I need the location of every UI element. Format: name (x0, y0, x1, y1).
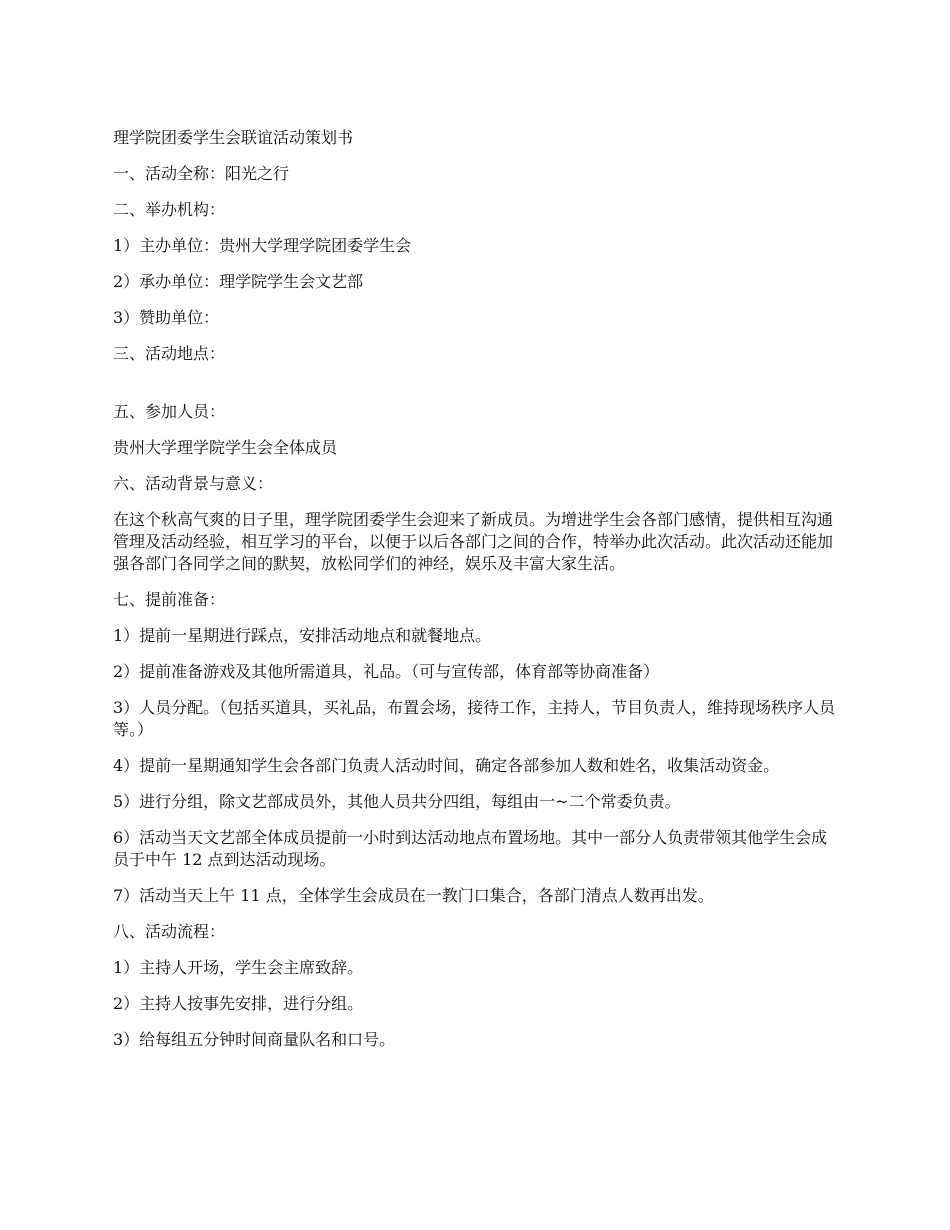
document-body (113, 127, 838, 1065)
paragraph: 4）提前一星期通知学生会各部门负责人活动时间，确定各部参加人数和姓名，收集活动资金。 (113, 756, 780, 775)
paragraph: 2）提前准备游戏及其他所需道具，礼品。（可与宣传部，体育部等协商准备） (113, 662, 660, 681)
paragraph: 6）活动当天文艺部全体成员提前一小时到达活动地点布置场地。其中一部分人负责带领其他学生会成员于中午 12 点到达活动现场。 (113, 828, 828, 869)
paragraph: 1）主办单位：贵州大学理学院团委学生会 (113, 236, 412, 255)
paragraph: 六、活动背景与意义： (113, 474, 274, 493)
paragraph: 八、活动流程： (113, 922, 226, 941)
paragraph: 三、活动地点： (113, 344, 226, 363)
paragraph: 2）主持人按事先安排，进行分组。 (113, 994, 364, 1013)
paragraph: 在这个秋高气爽的日子里，理学院团委学生会迎来了新成员。为增进学生会各部门感情，提供相互沟通管理及活动经验，相互学习的平台，以便于以后各部门之间的合作，特举办此次活动。此次活动还能加强各部门各同学之间的默契，放松同学们的神经，娱乐及丰富大家生活。 (113, 510, 834, 573)
paragraph: 3）赞助单位： (113, 308, 220, 327)
paragraph: 2）承办单位：理学院学生会文艺部 (113, 272, 364, 291)
paragraph: 7）活动当天上午 11 点，全体学生会成员在一教门口集合，各部门清点人数再出发。 (113, 886, 714, 905)
paragraph: 3）人员分配。（包括买道具，买礼品，布置会场，接待工作，主持人，节目负责人，维持现场秩序人员等。） (113, 698, 836, 739)
paragraph: 七、提前准备： (113, 590, 226, 609)
paragraph: 5）进行分组，除文艺部成员外，其他人员共分四组，每组由一~二个常委负责。 (113, 792, 681, 811)
paragraph: 一、活动全称：阳光之行 (113, 164, 290, 183)
paragraph: 1）主持人开场，学生会主席致辞。 (113, 958, 364, 977)
paragraph: 贵州大学理学院学生会全体成员 (113, 438, 338, 457)
paragraph: 二、举办机构： (113, 200, 226, 219)
paragraph: 3）给每组五分钟时间商量队名和口号。 (113, 1030, 396, 1049)
paragraph: 1）提前一星期进行踩点，安排活动地点和就餐地点。 (113, 626, 492, 645)
document-title: 理学院团委学生会联谊活动策划书 (113, 128, 354, 147)
paragraph: 五、参加人员： (113, 402, 226, 421)
